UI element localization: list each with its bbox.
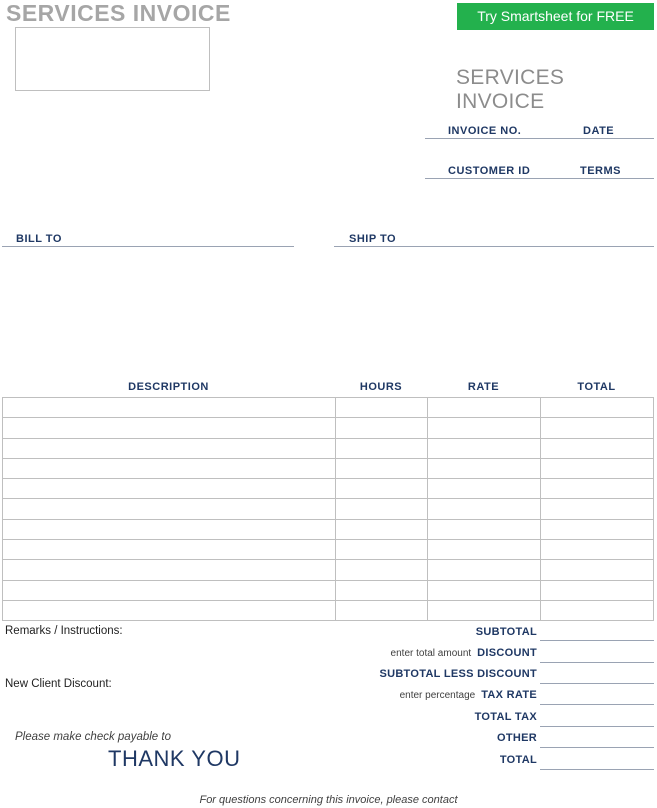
description-column-header: DESCRIPTION <box>128 381 209 393</box>
table-row <box>3 438 654 458</box>
subtotal-less-discount-label: SUBTOTAL LESS DISCOUNT <box>379 668 537 680</box>
rate-cell[interactable] <box>428 519 541 539</box>
total-cell[interactable] <box>541 600 654 620</box>
table-row <box>3 540 654 560</box>
rate-cell[interactable] <box>428 560 541 580</box>
invoice-heading: SERVICES INVOICE <box>456 66 565 113</box>
customer-id-field[interactable] <box>425 178 654 179</box>
hours-cell[interactable] <box>336 418 428 438</box>
rate-cell[interactable] <box>428 418 541 438</box>
tax-rate-row <box>400 689 537 701</box>
remarks-label: Remarks / Instructions: <box>5 625 123 637</box>
total-cell[interactable] <box>541 540 654 560</box>
total-tax-label: TOTAL TAX <box>474 711 537 723</box>
total-cell[interactable] <box>541 519 654 539</box>
total-field[interactable] <box>540 769 654 770</box>
table-row <box>3 519 654 539</box>
rate-cell[interactable] <box>428 499 541 519</box>
bill-to-label: BILL TO <box>16 233 62 245</box>
total-label: TOTAL <box>499 754 537 766</box>
total-cell[interactable] <box>541 560 654 580</box>
description-cell[interactable] <box>3 458 336 478</box>
description-cell[interactable] <box>3 600 336 620</box>
hours-cell[interactable] <box>336 600 428 620</box>
subtotal-label: SUBTOTAL <box>475 626 537 638</box>
ship-to-field[interactable] <box>334 246 654 247</box>
try-smartsheet-button[interactable]: Try Smartsheet for FREE <box>457 3 654 30</box>
line-items-table <box>2 397 654 621</box>
subtotal-field[interactable] <box>540 640 654 641</box>
rate-cell[interactable] <box>428 479 541 499</box>
description-cell[interactable] <box>3 438 336 458</box>
total-cell[interactable] <box>541 438 654 458</box>
hours-column-header: HOURS <box>359 381 403 393</box>
subtotal-less-discount-field[interactable] <box>540 683 654 684</box>
description-cell[interactable] <box>3 580 336 600</box>
total-tax-field[interactable] <box>540 726 654 727</box>
table-row <box>3 499 654 519</box>
ship-to-label: SHIP TO <box>349 233 397 245</box>
footer-contact-text: For questions concerning this invoice, please contact <box>199 794 458 806</box>
total-cell[interactable] <box>541 479 654 499</box>
hours-cell[interactable] <box>336 438 428 458</box>
hours-cell[interactable] <box>336 519 428 539</box>
description-cell[interactable] <box>3 499 336 519</box>
tax-rate-hint: enter percentage <box>399 690 476 701</box>
other-field[interactable] <box>540 747 654 748</box>
hours-cell[interactable] <box>336 458 428 478</box>
terms-label: TERMS <box>580 165 621 177</box>
invoice-no-field[interactable] <box>425 138 654 139</box>
description-cell[interactable] <box>3 540 336 560</box>
date-label: DATE <box>583 125 615 137</box>
total-cell[interactable] <box>541 458 654 478</box>
thank-you-text: THANK YOU <box>108 746 241 771</box>
total-cell[interactable] <box>541 418 654 438</box>
rate-cell[interactable] <box>428 600 541 620</box>
table-row <box>3 479 654 499</box>
logo-placeholder[interactable] <box>15 27 210 91</box>
tax-rate-label: TAX RATE <box>481 689 537 701</box>
total-column-header: TOTAL <box>577 381 616 393</box>
rate-cell[interactable] <box>428 458 541 478</box>
total-cell[interactable] <box>541 398 654 418</box>
tax-rate-field[interactable] <box>540 704 654 705</box>
rate-cell[interactable] <box>428 398 541 418</box>
invoice-no-label: INVOICE NO. <box>448 125 522 137</box>
table-row <box>3 418 654 438</box>
total-cell[interactable] <box>541 580 654 600</box>
table-row <box>3 600 654 620</box>
description-cell[interactable] <box>3 519 336 539</box>
discount-hint: enter total amount <box>390 648 472 659</box>
table-row <box>3 458 654 478</box>
hours-cell[interactable] <box>336 560 428 580</box>
description-cell[interactable] <box>3 560 336 580</box>
other-label: OTHER <box>497 732 537 744</box>
rate-column-header: RATE <box>467 381 500 393</box>
payable-to-text: Please make check payable to <box>15 731 171 743</box>
customer-id-label: CUSTOMER ID <box>448 165 531 177</box>
description-cell[interactable] <box>3 418 336 438</box>
hours-cell[interactable] <box>336 479 428 499</box>
table-row <box>3 580 654 600</box>
table-row <box>3 560 654 580</box>
rate-cell[interactable] <box>428 580 541 600</box>
rate-cell[interactable] <box>428 540 541 560</box>
rate-cell[interactable] <box>428 438 541 458</box>
discount-row <box>391 647 537 659</box>
new-client-discount-label: New Client Discount: <box>5 678 112 690</box>
total-cell[interactable] <box>541 499 654 519</box>
bill-to-field[interactable] <box>2 246 294 247</box>
hours-cell[interactable] <box>336 580 428 600</box>
discount-label: DISCOUNT <box>477 647 537 659</box>
table-row <box>3 398 654 418</box>
hours-cell[interactable] <box>336 540 428 560</box>
hours-cell[interactable] <box>336 499 428 519</box>
discount-field[interactable] <box>540 662 654 663</box>
hours-cell[interactable] <box>336 398 428 418</box>
description-cell[interactable] <box>3 479 336 499</box>
document-title: SERVICES INVOICE <box>6 0 231 26</box>
description-cell[interactable] <box>3 398 336 418</box>
